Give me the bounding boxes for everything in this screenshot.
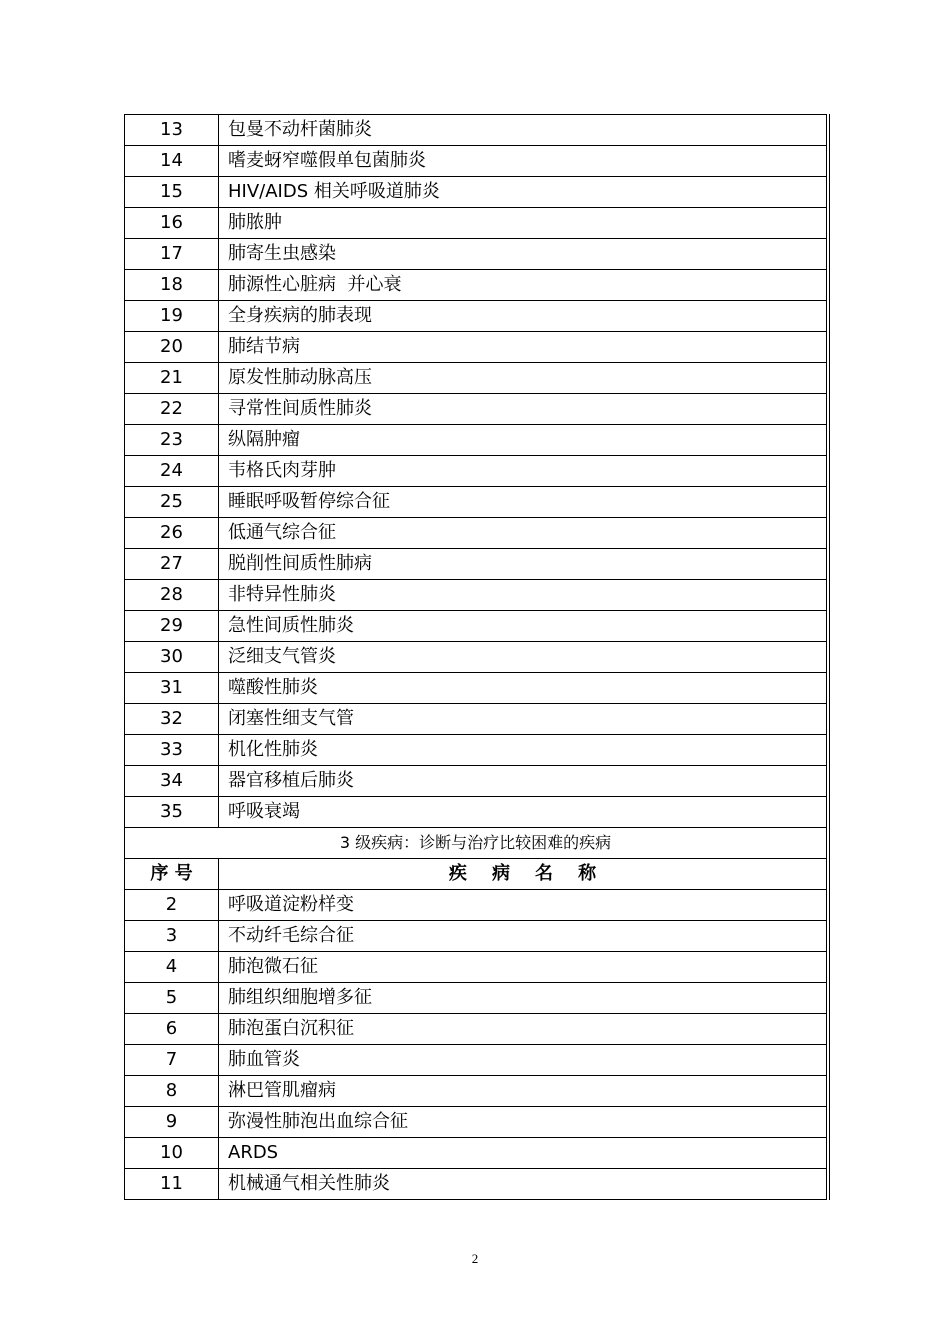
- table-row: [125, 1107, 827, 1138]
- row-number: 25: [125, 487, 219, 518]
- row-number: 3: [125, 921, 219, 952]
- table-row: [125, 115, 827, 146]
- row-number: 27: [125, 549, 219, 580]
- row-number: 19: [125, 301, 219, 332]
- disease-name: 肺寄生虫感染: [219, 239, 827, 270]
- table-row: [125, 797, 827, 828]
- disease-name: 肺结节病: [219, 332, 827, 363]
- row-number: 24: [125, 456, 219, 487]
- row-number: 34: [125, 766, 219, 797]
- disease-name: 器官移植后肺炎: [219, 766, 827, 797]
- row-number: 21: [125, 363, 219, 394]
- disease-name: 寻常性间质性肺炎: [219, 394, 827, 425]
- row-number: 5: [125, 983, 219, 1014]
- table-row: [125, 301, 827, 332]
- row-number: 2: [125, 890, 219, 921]
- section-title-row: [125, 828, 827, 859]
- table-row: [125, 1014, 827, 1045]
- row-number: 23: [125, 425, 219, 456]
- disease-name: HIV/AIDS 相关呼吸道肺炎: [219, 177, 827, 208]
- disease-name: 弥漫性肺泡出血综合征: [219, 1107, 827, 1138]
- table-row: [125, 363, 827, 394]
- row-number: 6: [125, 1014, 219, 1045]
- row-number: 8: [125, 1076, 219, 1107]
- disease-name: 睡眠呼吸暂停综合征: [219, 487, 827, 518]
- table-row: [125, 239, 827, 270]
- table-row: [125, 487, 827, 518]
- disease-name: 淋巴管肌瘤病: [219, 1076, 827, 1107]
- table-body-part2: [125, 890, 827, 1200]
- table-row: [125, 983, 827, 1014]
- table-row: [125, 332, 827, 363]
- row-number: 20: [125, 332, 219, 363]
- disease-name: 闭塞性细支气管: [219, 704, 827, 735]
- disease-name: 不动纤毛综合征: [219, 921, 827, 952]
- table-body-part1: [125, 115, 827, 828]
- row-number: 28: [125, 580, 219, 611]
- disease-name: 脱削性间质性肺病: [219, 549, 827, 580]
- table-row: [125, 921, 827, 952]
- disease-name: 肺泡微石征: [219, 952, 827, 983]
- disease-name: 肺组织细胞增多征: [219, 983, 827, 1014]
- table-row: [125, 611, 827, 642]
- table-header-row: [125, 859, 827, 890]
- table-row: [125, 394, 827, 425]
- disease-name: 全身疾病的肺表现: [219, 301, 827, 332]
- table-row: [125, 735, 827, 766]
- disease-name: 包曼不动杆菌肺炎: [219, 115, 827, 146]
- table-row: [125, 177, 827, 208]
- row-number: 14: [125, 146, 219, 177]
- table-row: [125, 425, 827, 456]
- disease-table-container: [124, 114, 827, 1200]
- header-number: 序 号: [125, 859, 219, 890]
- table-row: [125, 673, 827, 704]
- disease-name: 呼吸道淀粉样变: [219, 890, 827, 921]
- row-number: 30: [125, 642, 219, 673]
- table-row: [125, 766, 827, 797]
- disease-name: 低通气综合征: [219, 518, 827, 549]
- disease-name: 机化性肺炎: [219, 735, 827, 766]
- disease-name: 机械通气相关性肺炎: [219, 1169, 827, 1200]
- row-number: 17: [125, 239, 219, 270]
- table-row: [125, 890, 827, 921]
- row-number: 16: [125, 208, 219, 239]
- page-number: 2: [471, 1251, 479, 1266]
- disease-table: [124, 114, 827, 1200]
- row-number: 22: [125, 394, 219, 425]
- table-row: [125, 1169, 827, 1200]
- table-row: [125, 642, 827, 673]
- disease-name: 嗜麦蚜窄噬假单包菌肺炎: [219, 146, 827, 177]
- table-row: [125, 518, 827, 549]
- row-number: 15: [125, 177, 219, 208]
- row-number: 13: [125, 115, 219, 146]
- disease-name: 非特异性肺炎: [219, 580, 827, 611]
- table-row: [125, 1138, 827, 1169]
- row-number: 31: [125, 673, 219, 704]
- row-number: 29: [125, 611, 219, 642]
- table-row: [125, 580, 827, 611]
- disease-name: ARDS: [219, 1138, 827, 1169]
- row-number: 7: [125, 1045, 219, 1076]
- disease-name: 肺泡蛋白沉积征: [219, 1014, 827, 1045]
- row-number: 10: [125, 1138, 219, 1169]
- disease-name: 泛细支气管炎: [219, 642, 827, 673]
- table-row: [125, 208, 827, 239]
- table-row: [125, 270, 827, 301]
- disease-name: 肺脓肿: [219, 208, 827, 239]
- disease-name: 肺源性心脏病 并心衰: [219, 270, 827, 301]
- disease-name: 呼吸衰竭: [219, 797, 827, 828]
- table-row: [125, 952, 827, 983]
- row-number: 4: [125, 952, 219, 983]
- row-number: 35: [125, 797, 219, 828]
- section-title: 3 级疾病：诊断与治疗比较困难的疾病: [125, 828, 827, 859]
- row-number: 32: [125, 704, 219, 735]
- table-row: [125, 549, 827, 580]
- table-row: [125, 1045, 827, 1076]
- row-number: 9: [125, 1107, 219, 1138]
- row-number: 26: [125, 518, 219, 549]
- table-section-3: [125, 828, 827, 890]
- table-row: [125, 456, 827, 487]
- disease-name: 韦格氏肉芽肿: [219, 456, 827, 487]
- table-row: [125, 1076, 827, 1107]
- disease-name: 噬酸性肺炎: [219, 673, 827, 704]
- row-number: 18: [125, 270, 219, 301]
- disease-name: 肺血管炎: [219, 1045, 827, 1076]
- header-disease-name: 疾 病 名 称: [219, 859, 827, 890]
- row-number: 33: [125, 735, 219, 766]
- disease-name: 急性间质性肺炎: [219, 611, 827, 642]
- table-row: [125, 146, 827, 177]
- table-row: [125, 704, 827, 735]
- row-number: 11: [125, 1169, 219, 1200]
- disease-name: 原发性肺动脉高压: [219, 363, 827, 394]
- disease-name: 纵隔肿瘤: [219, 425, 827, 456]
